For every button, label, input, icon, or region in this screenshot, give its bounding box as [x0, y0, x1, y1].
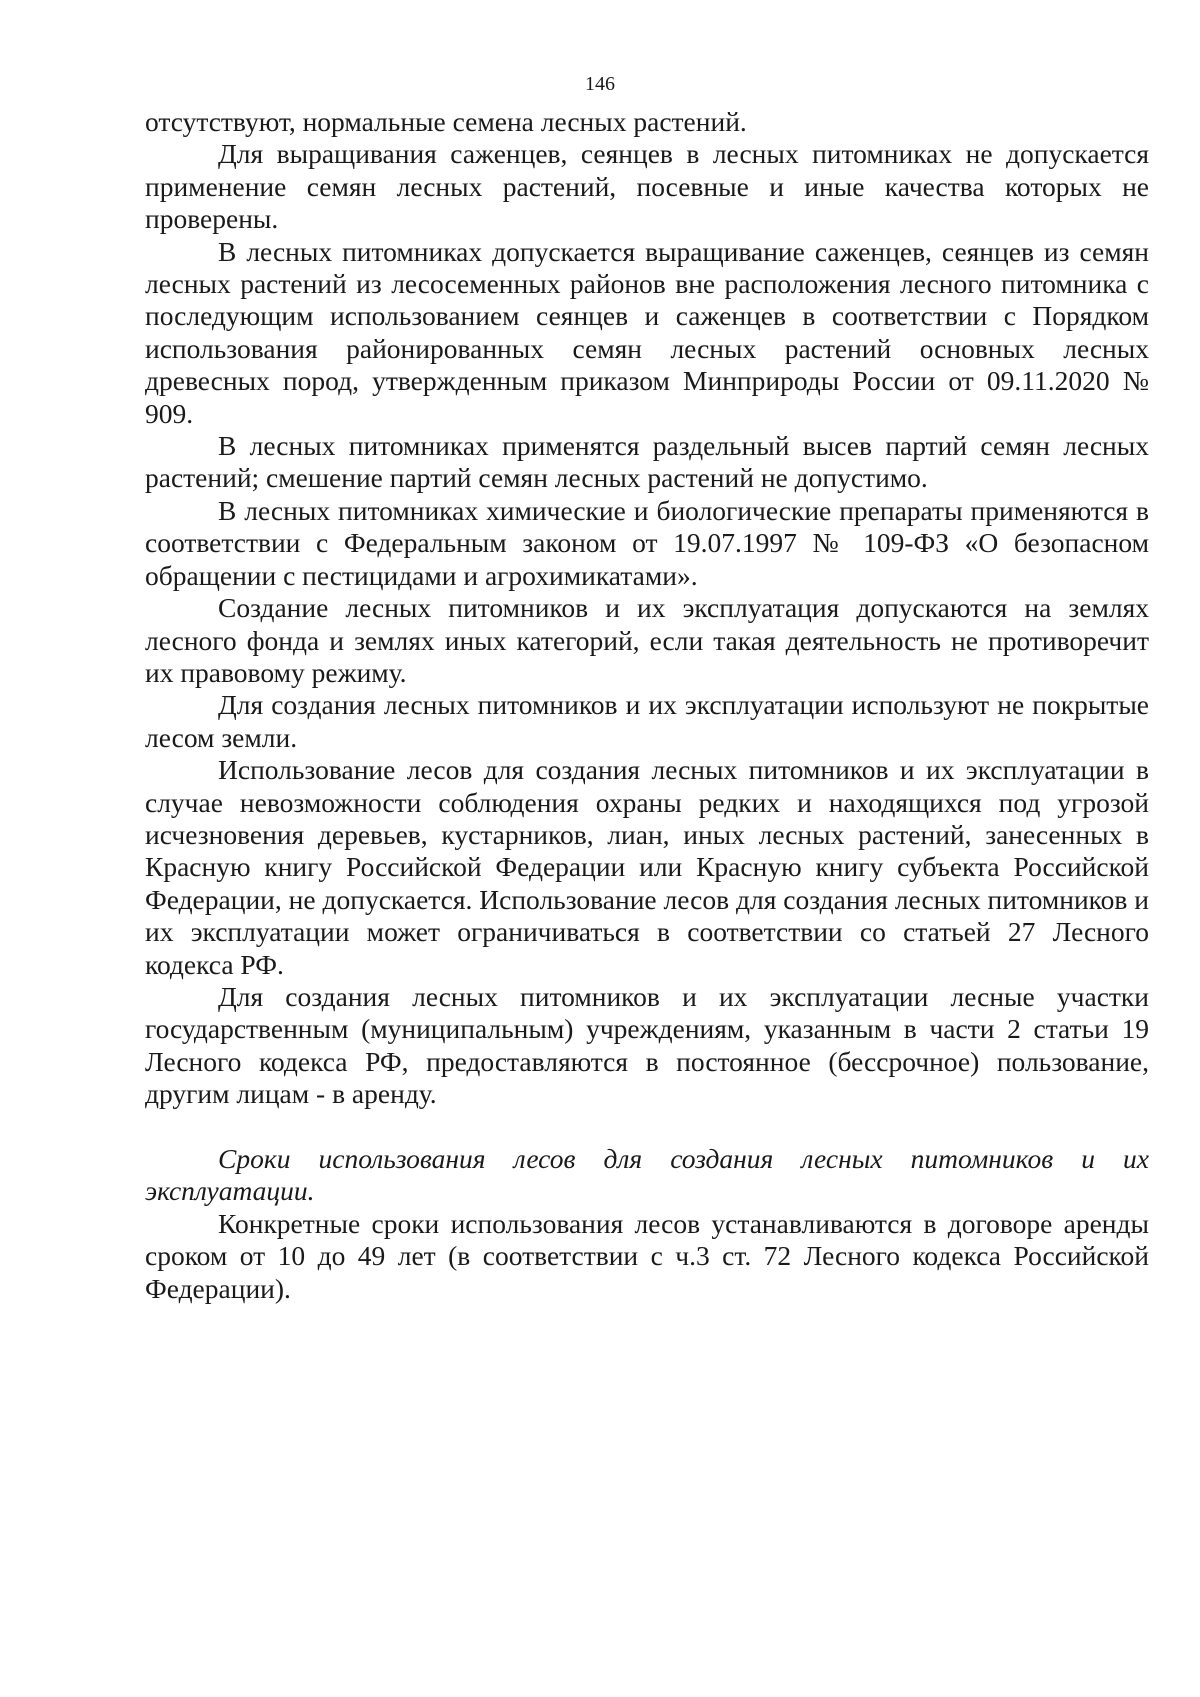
paragraph-land-categories: Создание лесных питомников и их эксплуатация допускаются на землях лесного фонда и землях иных категорий, если такая деятельность не противоречит их правовому режиму.	[145, 592, 1149, 688]
paragraph-seed-zones: В лесных питомниках допускается выращивание саженцев, сеянцев из семян лесных растений из лесосеменных районов вне расположения лесного питомника с последующим использованием сеянцев и саженцев в соответствии с Порядком использования районированных семян лесных растений основных лесных древесных пород, утвержденным приказом Минприроды России от 09.11.2020 № 909.	[145, 235, 1149, 429]
paragraph-continuation: отсутствуют, нормальные семена лесных растений.	[145, 106, 747, 137]
paragraph-separate-sowing: В лесных питомниках применятся раздельный высев партий семян лесных растений; смешение партий семян лесных растений не допустимо.	[145, 430, 1149, 494]
paragraph-non-forested-land: Для создания лесных питомников и их эксплуатации используют не покрытые лесом земли.	[145, 689, 1149, 753]
paragraph-lease-terms: Конкретные сроки использования лесов устанавливаются в договоре аренды сроком от 10 до 49 лет (в соответствии с ч.3 ст. 72 Лесного кодекса Российской Федерации).	[145, 1207, 1149, 1304]
page-number: 146	[585, 73, 615, 95]
document-body	[145, 106, 1149, 1305]
paragraph-red-book: Использование лесов для создания лесных питомников и их эксплуатации в случае невозможности соблюдения охраны редких и находящихся под угрозой исчезновения деревьев, кустарников, лиан, иных лесных растений, занесенных в Красную книгу Российской Федерации или Красную книгу субъекта Российской Федерации, не допускается. Использование лесов для создания лесных питомников и их эксплуатации может ограничиваться в соответствии со статьей 27 Лесного кодекса РФ.	[145, 754, 1149, 980]
section-heading: Сроки использования лесов для создания лесных питомников и их эксплуатации.	[145, 1142, 1149, 1207]
paragraph-seed-testing: Для выращивания саженцев, сеянцев в лесных питомниках не допускается применение семян лесных растений, посевные и иные качества которых не проверены.	[145, 138, 1149, 235]
paragraph-land-provision: Для создания лесных питомников и их эксплуатации лесные участки государственным (муниципальным) учреждениям, указанным в части 2 статьи 19 Лесного кодекса РФ, предоставляются в постоянное (бессрочное) пользование, другим лицам - в аренду.	[145, 980, 1149, 1110]
paragraph-pesticides: В лесных питомниках химические и биологические препараты применяются в соответствии с Федеральным законом от 19.07.1997 № 109-ФЗ «О безопасном обращении с пестицидами и агрохимикатами».	[145, 494, 1149, 591]
